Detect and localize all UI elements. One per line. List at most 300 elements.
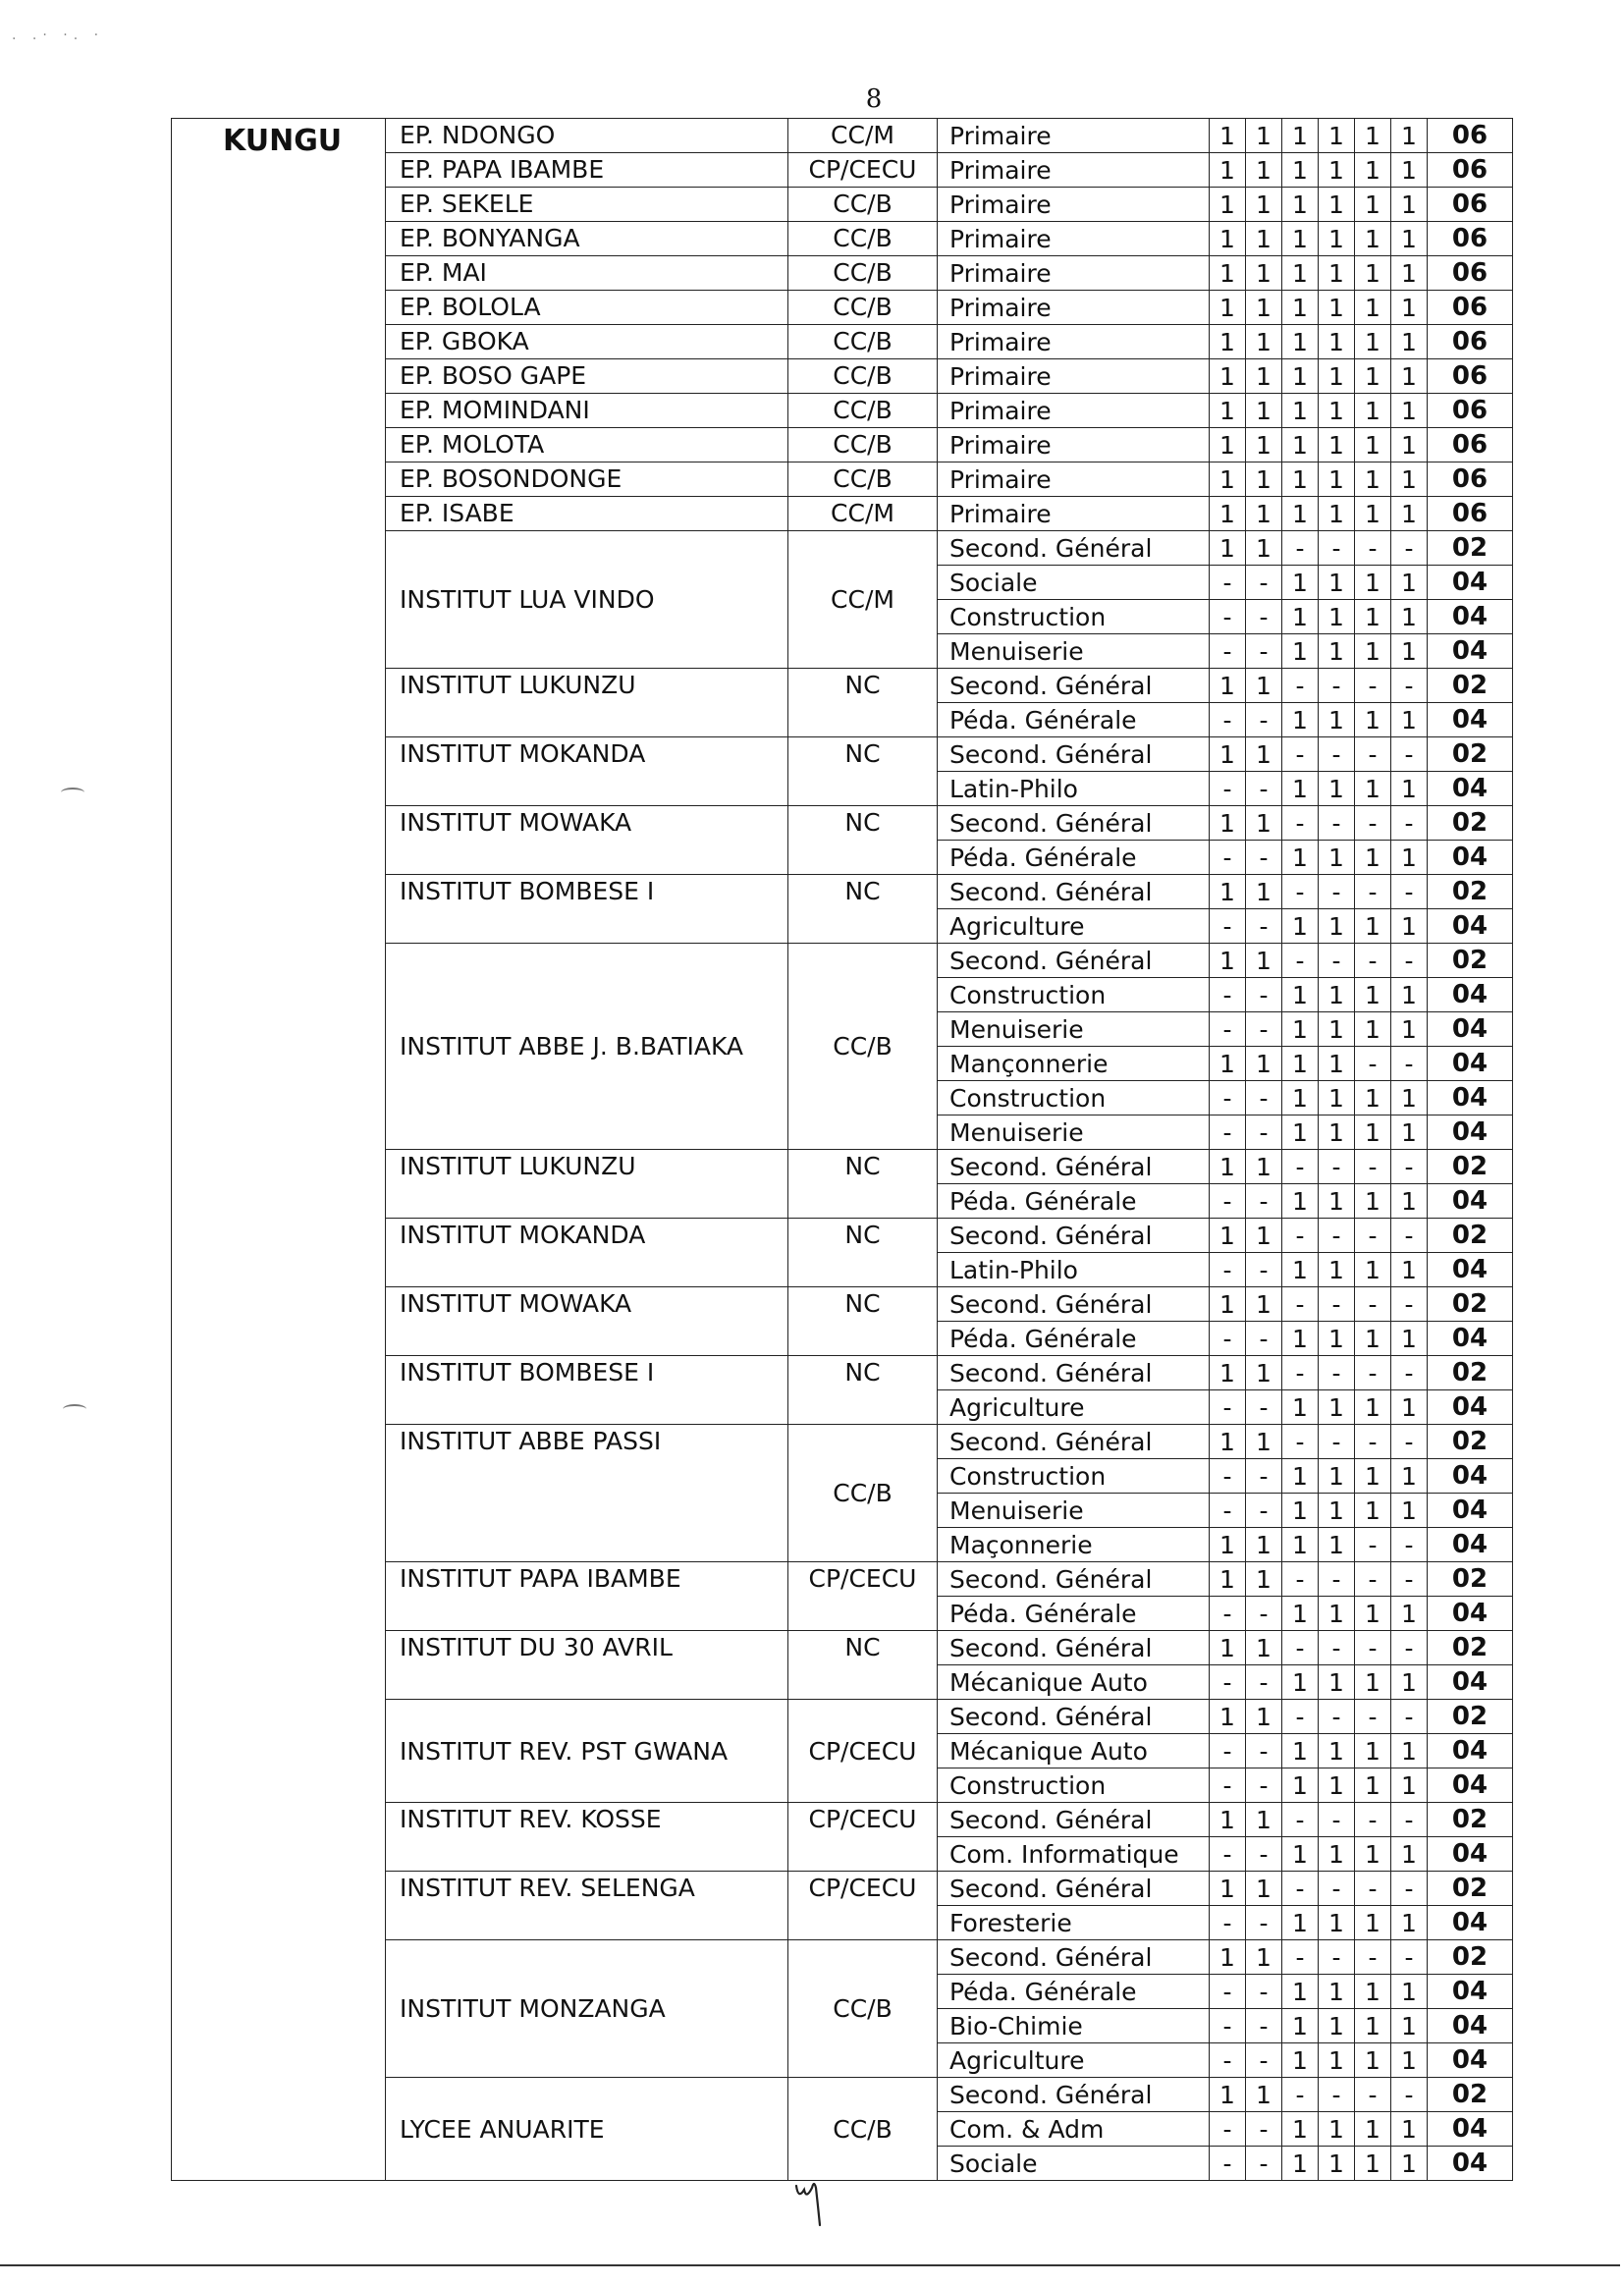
year-cell: 1 bbox=[1246, 875, 1282, 909]
year-cell: 1 bbox=[1282, 1528, 1319, 1562]
school-name: EP. PAPA IBAMBE bbox=[386, 153, 788, 188]
year-cell: 1 bbox=[1210, 291, 1246, 325]
class-total: 02 bbox=[1428, 1872, 1513, 1906]
year-cell: 1 bbox=[1246, 1356, 1282, 1390]
year-cell: 1 bbox=[1391, 600, 1428, 634]
year-cell: - bbox=[1246, 1459, 1282, 1494]
class-total: 02 bbox=[1428, 1562, 1513, 1597]
year-cell: 1 bbox=[1282, 497, 1319, 531]
option-name: Bio-Chimie bbox=[938, 2009, 1210, 2043]
year-cell: - bbox=[1319, 737, 1355, 772]
year-cell: 1 bbox=[1319, 1734, 1355, 1768]
regime-code: CC/M bbox=[788, 531, 938, 669]
year-cell: 1 bbox=[1282, 428, 1319, 462]
year-cell: - bbox=[1391, 1940, 1428, 1975]
region-name: KUNGU bbox=[172, 119, 386, 2181]
option-name: Second. Général bbox=[938, 669, 1210, 703]
school-name: INSTITUT ABBE PASSI bbox=[386, 1425, 788, 1562]
school-name: INSTITUT REV. PST GWANA bbox=[386, 1700, 788, 1803]
regime-code: CC/B bbox=[788, 222, 938, 256]
year-cell: - bbox=[1355, 1219, 1391, 1253]
year-cell: - bbox=[1210, 1459, 1246, 1494]
year-cell: - bbox=[1246, 978, 1282, 1012]
year-cell: 1 bbox=[1391, 291, 1428, 325]
school-name: EP. BONYANGA bbox=[386, 222, 788, 256]
year-cell: 1 bbox=[1391, 566, 1428, 600]
year-cell: 1 bbox=[1355, 2009, 1391, 2043]
year-cell: - bbox=[1391, 1528, 1428, 1562]
year-cell: - bbox=[1282, 1562, 1319, 1597]
school-name: INSTITUT ABBE J. B.BATIAKA bbox=[386, 944, 788, 1150]
school-name: INSTITUT MOWAKA bbox=[386, 806, 788, 875]
school-name: INSTITUT BOMBESE I bbox=[386, 1356, 788, 1425]
class-total: 04 bbox=[1428, 600, 1513, 634]
year-cell: - bbox=[1355, 1425, 1391, 1459]
year-cell: 1 bbox=[1355, 600, 1391, 634]
class-total: 04 bbox=[1428, 841, 1513, 875]
year-cell: 1 bbox=[1391, 1115, 1428, 1150]
year-cell: 1 bbox=[1210, 222, 1246, 256]
regime-code: CP/CECU bbox=[788, 1872, 938, 1940]
school-name: EP. BOSONDONGE bbox=[386, 462, 788, 497]
year-cell: - bbox=[1391, 2078, 1428, 2112]
year-cell: 1 bbox=[1210, 325, 1246, 359]
option-name: Primaire bbox=[938, 256, 1210, 291]
class-total: 02 bbox=[1428, 944, 1513, 978]
year-cell: 1 bbox=[1282, 566, 1319, 600]
year-cell: - bbox=[1319, 1940, 1355, 1975]
option-name: Mécanique Auto bbox=[938, 1734, 1210, 1768]
class-total: 04 bbox=[1428, 1528, 1513, 1562]
regime-code: NC bbox=[788, 1219, 938, 1287]
year-cell: 1 bbox=[1355, 2112, 1391, 2147]
year-cell: - bbox=[1246, 1734, 1282, 1768]
class-total: 04 bbox=[1428, 1081, 1513, 1115]
handwritten-initials-mark bbox=[793, 2176, 827, 2227]
year-cell: 1 bbox=[1355, 119, 1391, 153]
option-name: Primaire bbox=[938, 119, 1210, 153]
year-cell: 1 bbox=[1210, 944, 1246, 978]
class-total: 06 bbox=[1428, 394, 1513, 428]
year-cell: - bbox=[1210, 1390, 1246, 1425]
year-cell: - bbox=[1246, 566, 1282, 600]
school-name: INSTITUT LUKUNZU bbox=[386, 669, 788, 737]
year-cell: - bbox=[1391, 1872, 1428, 1906]
school-name: INSTITUT MOKANDA bbox=[386, 737, 788, 806]
year-cell: 1 bbox=[1319, 1528, 1355, 1562]
class-total: 02 bbox=[1428, 2078, 1513, 2112]
year-cell: 1 bbox=[1355, 841, 1391, 875]
year-cell: 1 bbox=[1246, 737, 1282, 772]
class-total: 04 bbox=[1428, 703, 1513, 737]
year-cell: 1 bbox=[1319, 1597, 1355, 1631]
year-cell: - bbox=[1246, 2043, 1282, 2078]
table-row bbox=[172, 119, 1513, 153]
year-cell: 1 bbox=[1319, 1047, 1355, 1081]
option-name: Menuiserie bbox=[938, 1494, 1210, 1528]
year-cell: - bbox=[1210, 1322, 1246, 1356]
option-name: Primaire bbox=[938, 497, 1210, 531]
year-cell: 1 bbox=[1355, 566, 1391, 600]
year-cell: - bbox=[1391, 1562, 1428, 1597]
year-cell: 1 bbox=[1355, 359, 1391, 394]
regime-code: NC bbox=[788, 1631, 938, 1700]
year-cell: - bbox=[1282, 1940, 1319, 1975]
year-cell: - bbox=[1246, 703, 1282, 737]
year-cell: - bbox=[1246, 1390, 1282, 1425]
year-cell: - bbox=[1246, 1253, 1282, 1287]
year-cell: 1 bbox=[1355, 1390, 1391, 1425]
year-cell: - bbox=[1210, 634, 1246, 669]
year-cell: 1 bbox=[1246, 188, 1282, 222]
year-cell: 1 bbox=[1355, 1665, 1391, 1700]
option-name: Second. Général bbox=[938, 944, 1210, 978]
option-name: Construction bbox=[938, 978, 1210, 1012]
year-cell: 1 bbox=[1391, 1184, 1428, 1219]
class-total: 02 bbox=[1428, 1150, 1513, 1184]
year-cell: 1 bbox=[1355, 909, 1391, 944]
year-cell: - bbox=[1355, 1562, 1391, 1597]
year-cell: 1 bbox=[1282, 1597, 1319, 1631]
school-options-table bbox=[171, 118, 1513, 2181]
class-total: 04 bbox=[1428, 2147, 1513, 2181]
year-cell: 1 bbox=[1246, 1872, 1282, 1906]
year-cell: 1 bbox=[1282, 1768, 1319, 1803]
year-cell: 1 bbox=[1282, 909, 1319, 944]
year-cell: 1 bbox=[1319, 188, 1355, 222]
class-total: 06 bbox=[1428, 291, 1513, 325]
year-cell: - bbox=[1210, 841, 1246, 875]
school-name: EP. MOLOTA bbox=[386, 428, 788, 462]
year-cell: 1 bbox=[1391, 634, 1428, 669]
year-cell: 1 bbox=[1355, 462, 1391, 497]
year-cell: 1 bbox=[1391, 909, 1428, 944]
year-cell: 1 bbox=[1319, 119, 1355, 153]
year-cell: 1 bbox=[1319, 566, 1355, 600]
regime-code: CC/B bbox=[788, 188, 938, 222]
year-cell: 1 bbox=[1355, 978, 1391, 1012]
class-total: 06 bbox=[1428, 153, 1513, 188]
year-cell: 1 bbox=[1282, 978, 1319, 1012]
year-cell: 1 bbox=[1319, 325, 1355, 359]
year-cell: 1 bbox=[1319, 1665, 1355, 1700]
year-cell: 1 bbox=[1355, 772, 1391, 806]
year-cell: 1 bbox=[1246, 394, 1282, 428]
year-cell: - bbox=[1391, 1700, 1428, 1734]
year-cell: 1 bbox=[1355, 1459, 1391, 1494]
year-cell: 1 bbox=[1210, 428, 1246, 462]
year-cell: 1 bbox=[1210, 2078, 1246, 2112]
regime-code: CC/B bbox=[788, 394, 938, 428]
year-cell: 1 bbox=[1282, 325, 1319, 359]
school-name: EP. BOSO GAPE bbox=[386, 359, 788, 394]
option-name: Menuiserie bbox=[938, 634, 1210, 669]
year-cell: 1 bbox=[1246, 531, 1282, 566]
class-total: 02 bbox=[1428, 806, 1513, 841]
option-name: Primaire bbox=[938, 188, 1210, 222]
year-cell: 1 bbox=[1210, 1700, 1246, 1734]
year-cell: - bbox=[1391, 1631, 1428, 1665]
year-cell: - bbox=[1391, 1803, 1428, 1837]
year-cell: 1 bbox=[1391, 1012, 1428, 1047]
year-cell: 1 bbox=[1391, 256, 1428, 291]
year-cell: 1 bbox=[1355, 291, 1391, 325]
option-name: Péda. Générale bbox=[938, 703, 1210, 737]
class-total: 02 bbox=[1428, 1803, 1513, 1837]
year-cell: - bbox=[1210, 1665, 1246, 1700]
year-cell: - bbox=[1246, 634, 1282, 669]
year-cell: 1 bbox=[1210, 497, 1246, 531]
year-cell: - bbox=[1319, 1872, 1355, 1906]
class-total: 02 bbox=[1428, 531, 1513, 566]
regime-code: CC/B bbox=[788, 359, 938, 394]
year-cell: - bbox=[1355, 875, 1391, 909]
school-name: INSTITUT DU 30 AVRIL bbox=[386, 1631, 788, 1700]
page-number: 8 bbox=[865, 84, 883, 114]
year-cell: - bbox=[1282, 1700, 1319, 1734]
year-cell: 1 bbox=[1319, 1115, 1355, 1150]
year-cell: 1 bbox=[1282, 2043, 1319, 2078]
year-cell: 1 bbox=[1391, 1734, 1428, 1768]
option-name: Com. & Adm bbox=[938, 2112, 1210, 2147]
year-cell: 1 bbox=[1391, 462, 1428, 497]
year-cell: - bbox=[1391, 669, 1428, 703]
year-cell: 1 bbox=[1319, 2009, 1355, 2043]
year-cell: 1 bbox=[1391, 1597, 1428, 1631]
year-cell: 1 bbox=[1319, 634, 1355, 669]
year-cell: - bbox=[1282, 737, 1319, 772]
year-cell: 1 bbox=[1210, 737, 1246, 772]
year-cell: 1 bbox=[1282, 1081, 1319, 1115]
year-cell: 1 bbox=[1319, 1390, 1355, 1425]
regime-code: NC bbox=[788, 737, 938, 806]
year-cell: - bbox=[1319, 1700, 1355, 1734]
year-cell: - bbox=[1210, 703, 1246, 737]
year-cell: 1 bbox=[1319, 428, 1355, 462]
year-cell: 1 bbox=[1319, 2043, 1355, 2078]
year-cell: 1 bbox=[1355, 188, 1391, 222]
year-cell: - bbox=[1210, 1253, 1246, 1287]
year-cell: 1 bbox=[1355, 634, 1391, 669]
year-cell: 1 bbox=[1246, 1700, 1282, 1734]
year-cell: 1 bbox=[1246, 1562, 1282, 1597]
year-cell: 1 bbox=[1282, 291, 1319, 325]
year-cell: 1 bbox=[1282, 462, 1319, 497]
year-cell: 1 bbox=[1282, 2147, 1319, 2181]
class-total: 06 bbox=[1428, 359, 1513, 394]
option-name: Construction bbox=[938, 1768, 1210, 1803]
year-cell: - bbox=[1282, 1872, 1319, 1906]
year-cell: - bbox=[1210, 1734, 1246, 1768]
option-name: Péda. Générale bbox=[938, 1597, 1210, 1631]
regime-code: CC/B bbox=[788, 1940, 938, 2078]
school-name: LYCEE ANUARITE bbox=[386, 2078, 788, 2181]
year-cell: - bbox=[1319, 1150, 1355, 1184]
option-name: Second. Général bbox=[938, 2078, 1210, 2112]
year-cell: 1 bbox=[1355, 1081, 1391, 1115]
year-cell: - bbox=[1391, 1150, 1428, 1184]
year-cell: 1 bbox=[1282, 359, 1319, 394]
year-cell: 1 bbox=[1246, 428, 1282, 462]
year-cell: 1 bbox=[1355, 153, 1391, 188]
school-name: EP. ISABE bbox=[386, 497, 788, 531]
school-name: INSTITUT LUKUNZU bbox=[386, 1150, 788, 1219]
year-cell: - bbox=[1355, 1287, 1391, 1322]
year-cell: 1 bbox=[1391, 2009, 1428, 2043]
year-cell: - bbox=[1391, 944, 1428, 978]
year-cell: 1 bbox=[1319, 1184, 1355, 1219]
year-cell: 1 bbox=[1355, 703, 1391, 737]
year-cell: - bbox=[1355, 531, 1391, 566]
year-cell: 1 bbox=[1210, 1047, 1246, 1081]
class-total: 04 bbox=[1428, 1459, 1513, 1494]
year-cell: 1 bbox=[1319, 1906, 1355, 1940]
year-cell: 1 bbox=[1391, 2112, 1428, 2147]
regime-code: NC bbox=[788, 1356, 938, 1425]
year-cell: - bbox=[1391, 737, 1428, 772]
year-cell: - bbox=[1210, 1115, 1246, 1150]
year-cell: - bbox=[1282, 1219, 1319, 1253]
regime-code: CC/B bbox=[788, 944, 938, 1150]
year-cell: 1 bbox=[1282, 1459, 1319, 1494]
year-cell: 1 bbox=[1282, 2112, 1319, 2147]
option-name: Mécanique Auto bbox=[938, 1665, 1210, 1700]
class-total: 02 bbox=[1428, 669, 1513, 703]
year-cell: - bbox=[1282, 875, 1319, 909]
year-cell: - bbox=[1355, 1803, 1391, 1837]
option-name: Primaire bbox=[938, 394, 1210, 428]
year-cell: 1 bbox=[1246, 1219, 1282, 1253]
option-name: Foresterie bbox=[938, 1906, 1210, 1940]
regime-code: CC/M bbox=[788, 497, 938, 531]
year-cell: - bbox=[1210, 1184, 1246, 1219]
year-cell: 1 bbox=[1355, 1253, 1391, 1287]
year-cell: 1 bbox=[1210, 1562, 1246, 1597]
year-cell: 1 bbox=[1210, 1631, 1246, 1665]
year-cell: 1 bbox=[1319, 359, 1355, 394]
year-cell: 1 bbox=[1246, 256, 1282, 291]
option-name: Second. Général bbox=[938, 1287, 1210, 1322]
option-name: Maçonnerie bbox=[938, 1528, 1210, 1562]
year-cell: - bbox=[1246, 2147, 1282, 2181]
year-cell: - bbox=[1319, 669, 1355, 703]
year-cell: - bbox=[1282, 531, 1319, 566]
option-name: Primaire bbox=[938, 359, 1210, 394]
year-cell: 1 bbox=[1319, 497, 1355, 531]
year-cell: - bbox=[1355, 1047, 1391, 1081]
year-cell: - bbox=[1210, 566, 1246, 600]
year-cell: - bbox=[1246, 1115, 1282, 1150]
year-cell: 1 bbox=[1282, 119, 1319, 153]
year-cell: 1 bbox=[1210, 119, 1246, 153]
year-cell: 1 bbox=[1246, 291, 1282, 325]
year-cell: - bbox=[1246, 1665, 1282, 1700]
year-cell: - bbox=[1391, 1287, 1428, 1322]
class-total: 06 bbox=[1428, 325, 1513, 359]
school-name: EP. GBOKA bbox=[386, 325, 788, 359]
year-cell: 1 bbox=[1210, 359, 1246, 394]
year-cell: 1 bbox=[1355, 1494, 1391, 1528]
year-cell: - bbox=[1282, 806, 1319, 841]
year-cell: 1 bbox=[1319, 1975, 1355, 2009]
year-cell: 1 bbox=[1246, 222, 1282, 256]
year-cell: 1 bbox=[1210, 153, 1246, 188]
year-cell: 1 bbox=[1355, 256, 1391, 291]
option-name: Second. Général bbox=[938, 1425, 1210, 1459]
year-cell: - bbox=[1210, 1597, 1246, 1631]
year-cell: 1 bbox=[1391, 1081, 1428, 1115]
year-cell: 1 bbox=[1282, 1012, 1319, 1047]
option-name: Construction bbox=[938, 1081, 1210, 1115]
regime-code: CP/CECU bbox=[788, 153, 938, 188]
option-name: Second. Général bbox=[938, 1562, 1210, 1597]
option-name: Péda. Générale bbox=[938, 1322, 1210, 1356]
year-cell: 1 bbox=[1246, 669, 1282, 703]
year-cell: - bbox=[1355, 944, 1391, 978]
school-name: EP. SEKELE bbox=[386, 188, 788, 222]
year-cell: 1 bbox=[1210, 1528, 1246, 1562]
class-total: 04 bbox=[1428, 1047, 1513, 1081]
year-cell: 1 bbox=[1355, 1597, 1391, 1631]
year-cell: 1 bbox=[1355, 1768, 1391, 1803]
year-cell: 1 bbox=[1391, 703, 1428, 737]
year-cell: 1 bbox=[1319, 1459, 1355, 1494]
year-cell: - bbox=[1282, 1803, 1319, 1837]
regime-code: CP/CECU bbox=[788, 1700, 938, 1803]
year-cell: - bbox=[1246, 1906, 1282, 1940]
year-cell: 1 bbox=[1282, 1665, 1319, 1700]
option-name: Second. Général bbox=[938, 875, 1210, 909]
class-total: 04 bbox=[1428, 978, 1513, 1012]
year-cell: 1 bbox=[1319, 256, 1355, 291]
year-cell: 1 bbox=[1282, 188, 1319, 222]
class-total: 02 bbox=[1428, 1287, 1513, 1322]
class-total: 02 bbox=[1428, 1940, 1513, 1975]
year-cell: 1 bbox=[1282, 222, 1319, 256]
option-name: Construction bbox=[938, 1459, 1210, 1494]
year-cell: 1 bbox=[1391, 2043, 1428, 2078]
year-cell: 1 bbox=[1282, 600, 1319, 634]
regime-code: NC bbox=[788, 669, 938, 737]
year-cell: 1 bbox=[1319, 1837, 1355, 1872]
year-cell: - bbox=[1210, 1837, 1246, 1872]
year-cell: 1 bbox=[1319, 1322, 1355, 1356]
year-cell: - bbox=[1282, 1356, 1319, 1390]
school-name: INSTITUT MOKANDA bbox=[386, 1219, 788, 1287]
class-total: 06 bbox=[1428, 222, 1513, 256]
year-cell: - bbox=[1319, 531, 1355, 566]
school-name: INSTITUT REV. KOSSE bbox=[386, 1803, 788, 1872]
year-cell: - bbox=[1210, 1906, 1246, 1940]
year-cell: 1 bbox=[1246, 1287, 1282, 1322]
year-cell: 1 bbox=[1319, 1768, 1355, 1803]
year-cell: 1 bbox=[1391, 188, 1428, 222]
year-cell: 1 bbox=[1319, 2112, 1355, 2147]
year-cell: 1 bbox=[1391, 1768, 1428, 1803]
option-name: Mançonnerie bbox=[938, 1047, 1210, 1081]
class-total: 04 bbox=[1428, 1322, 1513, 1356]
year-cell: 1 bbox=[1391, 1837, 1428, 1872]
year-cell: 1 bbox=[1391, 1390, 1428, 1425]
year-cell: 1 bbox=[1319, 1012, 1355, 1047]
regime-code: NC bbox=[788, 1150, 938, 1219]
year-cell: 1 bbox=[1391, 222, 1428, 256]
year-cell: - bbox=[1355, 1700, 1391, 1734]
option-name: Menuiserie bbox=[938, 1115, 1210, 1150]
year-cell: - bbox=[1319, 806, 1355, 841]
year-cell: 1 bbox=[1282, 1906, 1319, 1940]
school-name: EP. NDONGO bbox=[386, 119, 788, 153]
